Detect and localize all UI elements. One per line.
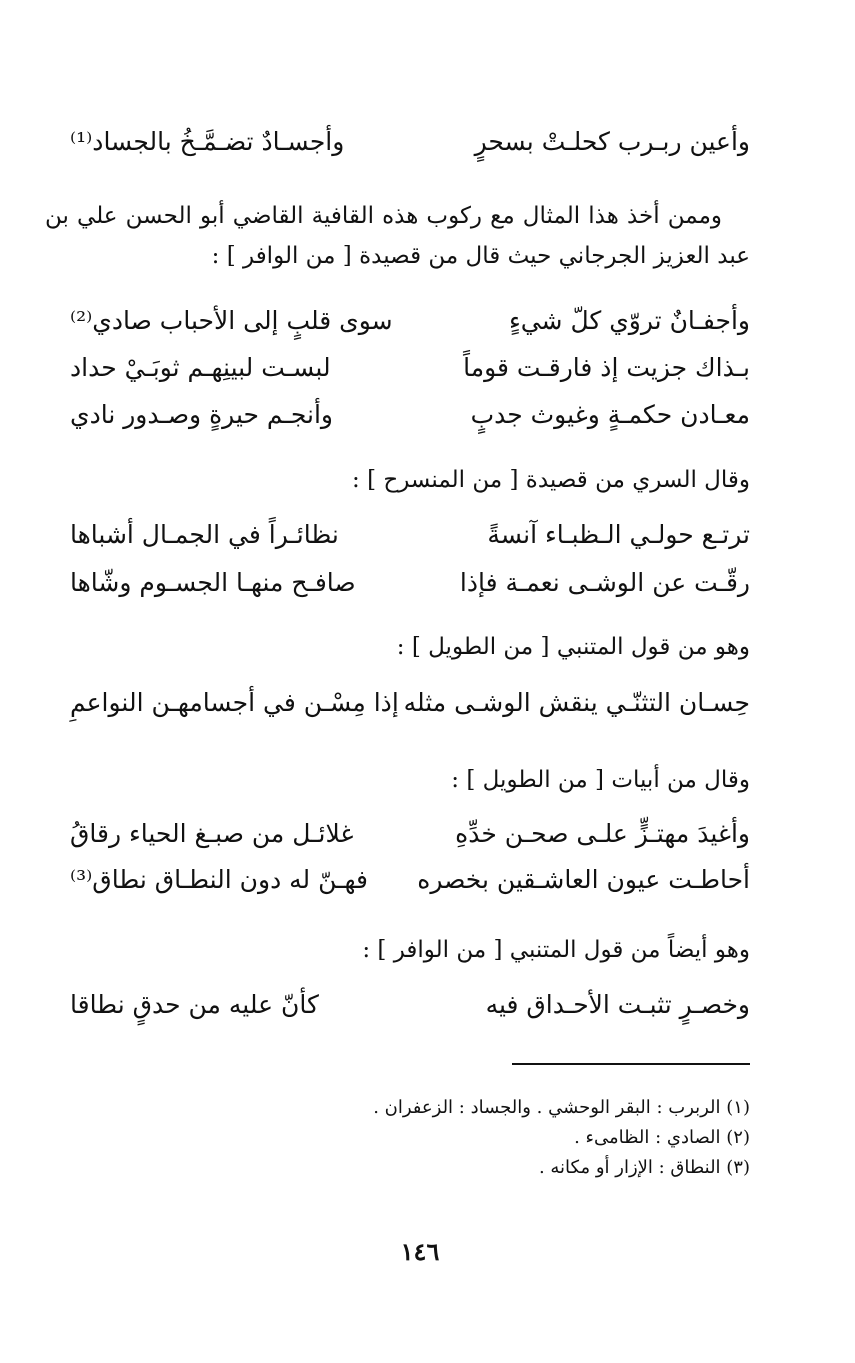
verse-first-hemistich: حِسـان التثنّـي ينقش الوشـى مثله: [403, 688, 750, 717]
verse-line: [70, 860, 750, 900]
verse-first-hemistich: وأعين ربـرب كحلـتْ بسحرٍ: [474, 127, 750, 156]
verse-second-hemistich: صافـح منهـا الجسـوم وشّاها: [70, 568, 356, 597]
verse-second-hemistich: وأنجـم حيرةٍ وصـدور نادي: [70, 400, 333, 429]
prose-line: وقال من أبيات [ من الطويل ] :: [451, 767, 750, 793]
verse-first-hemistich: وخصـرٍ تثبـت الأحـداق فيه: [485, 990, 750, 1019]
verse-second-hemistich: وأجسـادٌ تضـمَّـخُ بالجساد⁽¹⁾: [70, 127, 345, 156]
verse-first-hemistich: معـادن حكمـةٍ وغيوث جدبٍ: [470, 400, 750, 429]
verse-second-hemistich: سوى قلبٍ إلى الأحباب صادي⁽²⁾: [70, 306, 393, 335]
footnote: (٣) النطاق : الإزار أو مكانه .: [538, 1157, 750, 1178]
verse-line: [70, 515, 750, 555]
verse-first-hemistich: ترتـع حولـي الـظبـاء آنسةً: [487, 520, 750, 549]
verse-first-hemistich: رقّـت عن الوشـى نعمـة فإذا: [459, 568, 750, 597]
verse-first-hemistich: وأغيدَ مهتـزٍّ علـى صحـن خدِّهِ: [455, 819, 750, 848]
footnote-separator: [512, 1063, 750, 1065]
prose-paragraph: وممن أخذ هذا المثال مع ركوب هذه القافية القاضي أبو الحسن علي بن عبد العزيز الجرجاني حيث قال من قصيدة [ من الوافر ] :: [45, 203, 750, 269]
footnote: (٢) الصادي : الظامىء .: [574, 1127, 750, 1148]
verse-line: [70, 122, 750, 162]
verse-line: [70, 985, 750, 1025]
prose-line: وهو من قول المتنبي [ من الطويل ] :: [396, 634, 750, 660]
verse-line: [70, 395, 750, 435]
verse-line: [70, 348, 750, 388]
verse-second-hemistich: فهـنّ له دون النطـاق نطاق⁽³⁾: [70, 865, 368, 894]
verse-first-hemistich: وأجفـانٌ تروّي كلّ شيءٍ: [508, 306, 750, 335]
verse-line: [70, 814, 750, 854]
prose-line: وقال السري من قصيدة [ من المنسرح ] :: [352, 467, 750, 493]
verse-second-hemistich: إذا مِسْـن في أجسامهـن النواعمِ: [70, 688, 399, 717]
footnote: (١) الربرب : البقر الوحشي . والجساد : الزعفران .: [373, 1097, 750, 1118]
verse-second-hemistich: نظائـراً في الجمـال أشباها: [70, 520, 339, 549]
verse-first-hemistich: بـذاك جزيت إذ فارقـت قوماً: [463, 353, 750, 382]
verse-second-hemistich: لبسـت لبينِهـم ثوبَـيْ حداد: [70, 353, 331, 382]
verse-line: [70, 563, 750, 603]
page-number: ١٤٦: [400, 1237, 440, 1266]
verse-line: [70, 301, 750, 341]
verse-second-hemistich: كأنّ عليه من حدقٍ نطاقا: [70, 990, 319, 1019]
verse-first-hemistich: أحاطـت عيون العاشـقين بخصره: [417, 865, 750, 894]
prose-line: وهو أيضاً من قول المتنبي [ من الوافر ] :: [362, 937, 750, 963]
verse-line: [70, 683, 750, 723]
verse-second-hemistich: غلائـل من صبـغ الحياء رقاقُ: [70, 819, 354, 848]
